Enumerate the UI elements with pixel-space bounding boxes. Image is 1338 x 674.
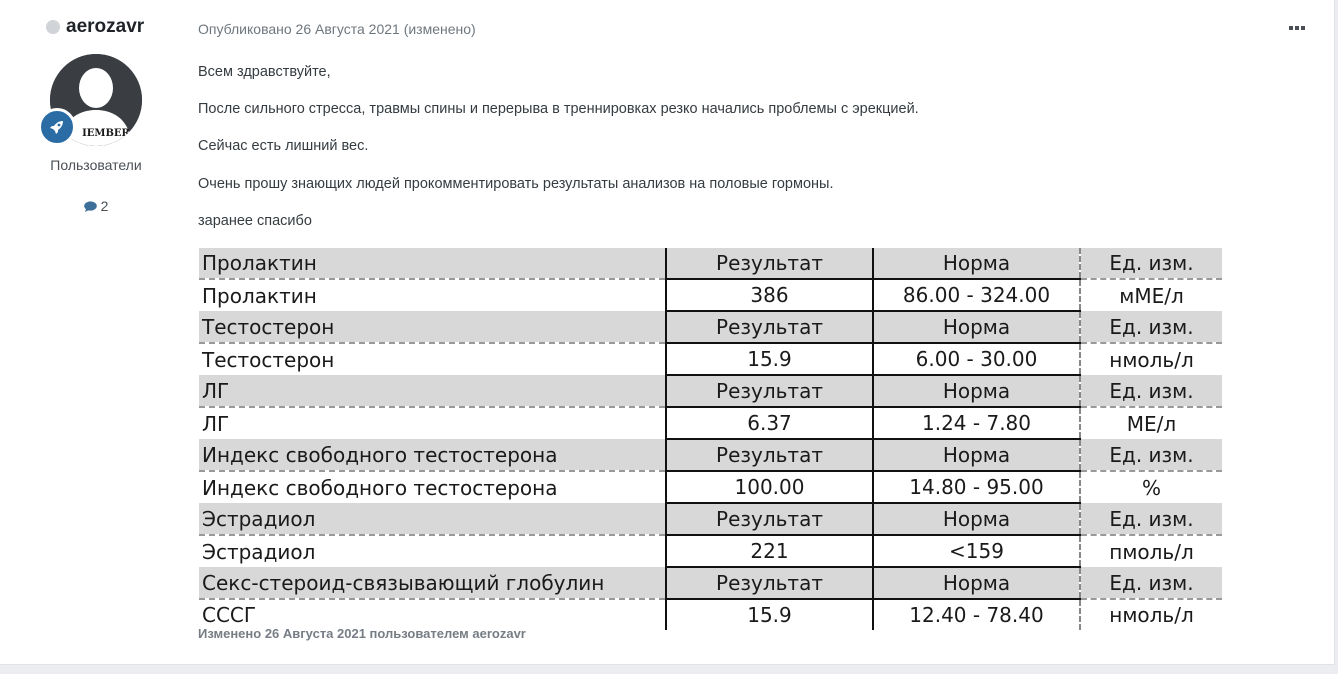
result-cell: Результат xyxy=(666,248,873,279)
result-cell: Результат xyxy=(666,439,873,471)
lab-table-row xyxy=(199,471,1222,503)
reference-range-cell: 14.80 - 95.00 xyxy=(873,471,1080,503)
rocket-icon xyxy=(48,118,66,136)
test-name-cell: ЛГ xyxy=(199,375,666,407)
post-count-value: 2 xyxy=(100,198,109,214)
unit-cell: нмоль/л xyxy=(1080,343,1222,375)
post-count[interactable] xyxy=(0,198,192,214)
author-name-block xyxy=(46,16,144,38)
lab-results-image[interactable] xyxy=(199,248,1222,630)
lab-table-header-row xyxy=(199,503,1222,535)
unit-cell: Ед. изм. xyxy=(1080,248,1222,279)
reference-range-cell: Норма xyxy=(873,503,1080,535)
author-name-link[interactable]: aerozavr xyxy=(66,16,145,37)
lab-table-header-row xyxy=(199,567,1222,599)
result-cell: 15.9 xyxy=(666,599,873,630)
post-paragraph: Всем здравствуйте, xyxy=(198,64,331,80)
member-group: Пользователи xyxy=(50,157,142,173)
reference-range-cell: Норма xyxy=(873,311,1080,343)
unit-cell: Ед. изм. xyxy=(1080,567,1222,599)
unit-cell: Ед. изм. xyxy=(1080,439,1222,471)
test-name-cell: Индекс свободного тестостерона xyxy=(199,439,666,471)
result-cell: Результат xyxy=(666,311,873,343)
lab-table-row xyxy=(199,407,1222,439)
reference-range-cell: Норма xyxy=(873,248,1080,279)
author-column xyxy=(0,0,192,664)
post-paragraph: Сейчас есть лишний вес. xyxy=(198,138,369,154)
more-icon[interactable] xyxy=(1289,20,1309,36)
result-cell: 100.00 xyxy=(666,471,873,503)
result-cell: Результат xyxy=(666,503,873,535)
result-cell: 386 xyxy=(666,279,873,311)
lab-table-row xyxy=(199,279,1222,311)
reference-range-cell: 1.24 - 7.80 xyxy=(873,407,1080,439)
lab-table-header-row xyxy=(199,248,1222,279)
test-name-cell: Эстрадиол xyxy=(199,503,666,535)
unit-cell: мМЕ/л xyxy=(1080,279,1222,311)
result-cell: 6.37 xyxy=(666,407,873,439)
test-name-cell: Секс-стероид-связывающий глобулин xyxy=(199,567,666,599)
comment-icon xyxy=(84,201,97,212)
more-icon-dot xyxy=(1289,26,1293,30)
reference-range-cell: Норма xyxy=(873,375,1080,407)
lab-table-header-row xyxy=(199,439,1222,471)
result-cell: Результат xyxy=(666,375,873,407)
unit-cell: Ед. изм. xyxy=(1080,311,1222,343)
lab-table-row xyxy=(199,535,1222,567)
reference-range-cell: 86.00 - 324.00 xyxy=(873,279,1080,311)
lab-table-row xyxy=(199,343,1222,375)
test-name-cell: Индекс свободного тестостерона xyxy=(199,471,666,503)
test-name-cell: Тестостерон xyxy=(199,343,666,375)
test-name-cell: СССГ xyxy=(199,599,666,630)
reference-range-cell: 12.40 - 78.40 xyxy=(873,599,1080,630)
test-name-cell: Пролактин xyxy=(199,279,666,311)
unit-cell: % xyxy=(1080,471,1222,503)
rank-badge[interactable] xyxy=(38,108,76,146)
reference-range-cell: <159 xyxy=(873,535,1080,567)
post-paragraph: Очень прошу знающих людей прокомментировать результаты анализов на половые гормоны. xyxy=(198,176,834,192)
post-paragraph: заранее спасибо xyxy=(198,213,312,229)
unit-cell: Ед. изм. xyxy=(1080,503,1222,535)
test-name-cell: Эстрадиол xyxy=(199,535,666,567)
unit-cell: Ед. изм. xyxy=(1080,375,1222,407)
result-cell: 15.9 xyxy=(666,343,873,375)
reference-range-cell: 6.00 - 30.00 xyxy=(873,343,1080,375)
reference-range-cell: Норма xyxy=(873,439,1080,471)
post-date[interactable]: Опубликовано 26 Августа 2021 (изменено) xyxy=(198,21,476,37)
unit-cell: нмоль/л xyxy=(1080,599,1222,630)
reference-range-cell: Норма xyxy=(873,567,1080,599)
more-icon-dot xyxy=(1295,26,1299,30)
result-cell: 221 xyxy=(666,535,873,567)
test-name-cell: ЛГ xyxy=(199,407,666,439)
lab-table-header-row xyxy=(199,375,1222,407)
online-status-icon xyxy=(46,20,60,34)
edited-note: Изменено 26 Августа 2021 пользователем aerozavr xyxy=(198,626,526,641)
test-name-cell: Тестостерон xyxy=(199,311,666,343)
result-cell: Результат xyxy=(666,567,873,599)
post-paragraph: После сильного стресса, травмы спины и перерыва в треннировках резко начались проблемы с эрекцией. xyxy=(198,101,919,117)
unit-cell: пмоль/л xyxy=(1080,535,1222,567)
unit-cell: МЕ/л xyxy=(1080,407,1222,439)
more-icon-dot xyxy=(1301,26,1305,30)
test-name-cell: Пролактин xyxy=(199,248,666,279)
lab-table-header-row xyxy=(199,311,1222,343)
avatar-watermark: IEMBER xyxy=(82,128,130,139)
